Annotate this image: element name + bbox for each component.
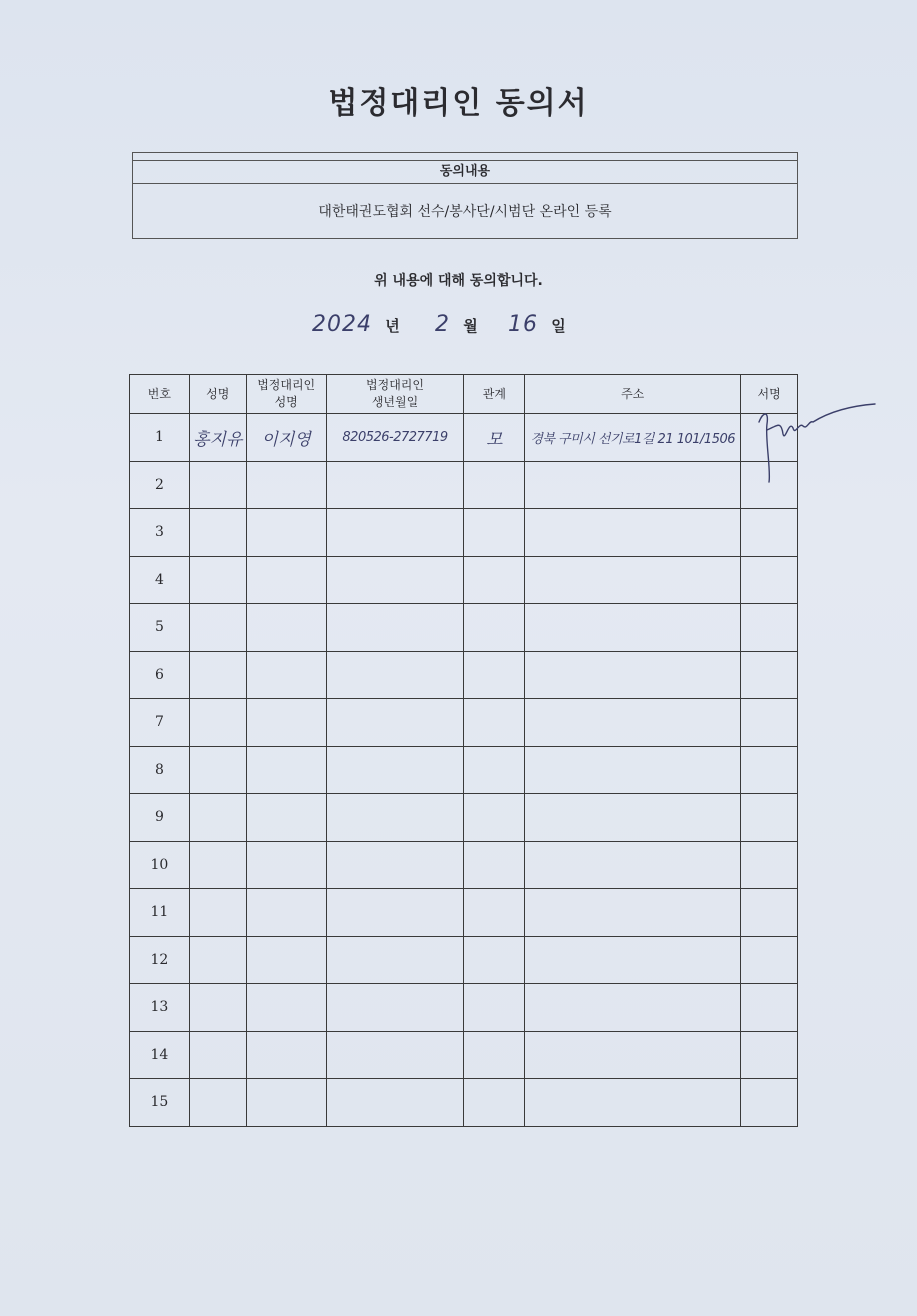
row-relation (464, 414, 525, 462)
day-value: 16 (508, 312, 538, 337)
row-number: 1 (130, 414, 190, 462)
table-row (130, 461, 798, 509)
row-number: 7 (130, 699, 190, 747)
table-row (130, 509, 798, 557)
table-row (130, 841, 798, 889)
handwritten-relation: 모 (486, 429, 503, 450)
consent-header: 동의내용 (133, 160, 797, 184)
header-guardian-name-line2: 성명 (274, 395, 298, 409)
date-day (508, 312, 566, 337)
table-row (130, 651, 798, 699)
header-guardian-name-line1: 법정대리인 (257, 378, 316, 392)
row-signature (741, 414, 798, 462)
handwritten-name: 홍지유 (193, 429, 243, 450)
header-signature: 서명 (741, 375, 798, 414)
table-row (130, 1079, 798, 1127)
consent-body: 대한태권도협회 선수/봉사단/시범단 온라인 등록 (318, 204, 612, 220)
row-number: 10 (130, 841, 190, 889)
header-guardian-birth-line2: 생년월일 (371, 395, 419, 409)
row-number: 12 (130, 936, 190, 984)
table-row (130, 1031, 798, 1079)
table-row (130, 889, 798, 937)
table-row (130, 794, 798, 842)
table-row (130, 984, 798, 1032)
row-number: 5 (130, 604, 190, 652)
date-month (435, 312, 478, 337)
row-number: 11 (130, 889, 190, 937)
row-name (189, 414, 246, 462)
row-number: 14 (130, 1031, 190, 1079)
row-guardian-birth (326, 414, 464, 462)
handwritten-signature-icon (749, 400, 879, 485)
day-label: 일 (551, 317, 566, 335)
consent-content-box (132, 152, 798, 239)
month-label: 월 (463, 317, 478, 335)
date-year (312, 312, 400, 337)
row-number: 9 (130, 794, 190, 842)
row-number: 4 (130, 556, 190, 604)
row-number: 6 (130, 651, 190, 699)
row-number: 2 (130, 461, 190, 509)
header-guardian-birth (326, 375, 464, 414)
signature-area (741, 414, 797, 461)
table-row (130, 699, 798, 747)
header-number: 번호 (130, 375, 190, 414)
year-value: 2024 (312, 312, 372, 337)
header-guardian-birth-line1: 법정대리인 (366, 378, 424, 392)
handwritten-birth: 820526-2727719 (342, 429, 448, 445)
header-name: 성명 (189, 375, 246, 414)
header-address: 주소 (525, 375, 741, 414)
handwritten-guardian-name: 이지영 (261, 429, 311, 450)
table-row (130, 604, 798, 652)
month-value: 2 (435, 312, 450, 337)
handwritten-address: 경북 구미시 선기로1길 21 101/1506 (530, 431, 736, 447)
table-header-row (130, 375, 798, 414)
row-number: 15 (130, 1079, 190, 1127)
table-row (130, 414, 798, 462)
row-number: 8 (130, 746, 190, 794)
page-title: 법정대리인 동의서 (328, 86, 589, 121)
header-guardian-name (246, 375, 326, 414)
row-guardian-name (246, 414, 326, 462)
row-number: 13 (130, 984, 190, 1032)
table-row (130, 936, 798, 984)
year-label: 년 (385, 317, 400, 335)
table-row (130, 746, 798, 794)
row-number: 3 (130, 509, 190, 557)
table-row (130, 556, 798, 604)
guardian-roster-table (129, 374, 798, 1127)
agreement-statement: 위 내용에 대해 동의합니다. (374, 273, 543, 289)
header-relation: 관계 (464, 375, 525, 414)
row-address (525, 414, 741, 462)
